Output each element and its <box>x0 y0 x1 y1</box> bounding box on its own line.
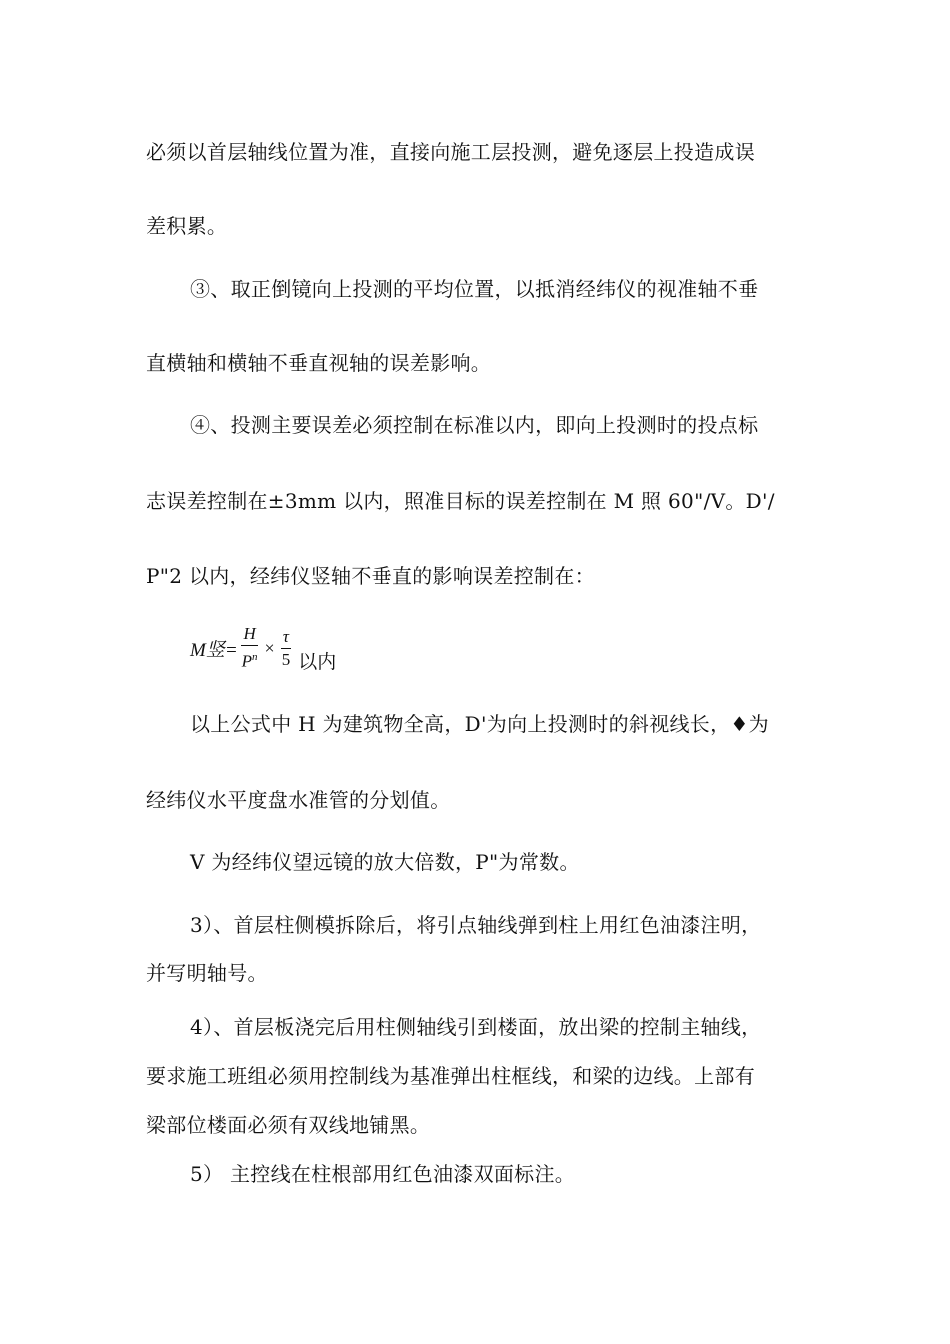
denominator-exponent: n <box>252 651 258 664</box>
paragraph-line: 志误差控制在±3mm 以内，照准目标的误差控制在 M 照 60"/V。D'/ <box>146 489 775 513</box>
fraction-numerator: τ <box>281 626 291 649</box>
fraction-denominator <box>240 646 260 673</box>
paragraph-line: P"2 以内，经纬仪竖轴不垂直的影响误差控制在： <box>146 564 595 588</box>
fraction-denominator: 5 <box>281 649 291 669</box>
fraction-numerator: H <box>241 623 257 646</box>
formula-suffix: 以内 <box>298 651 337 673</box>
paragraph-line: 差积累。 <box>146 214 228 238</box>
paragraph-line: 3）、首层柱侧模拆除后，将引点轴线弹到柱上用红色油漆注明， <box>190 913 762 937</box>
paragraph-line: 并写明轴号。 <box>146 961 268 985</box>
fraction-h-over-p <box>240 623 260 673</box>
denominator-base: P <box>241 651 253 671</box>
formula-lhs: M竖= <box>190 639 238 661</box>
paragraph-line: 必须以首层轴线位置为准，直接向施工层投测，避免逐层上投造成误 <box>146 140 755 164</box>
paragraph-line: 5） 主控线在柱根部用红色油漆双面标注。 <box>190 1162 576 1186</box>
paragraph-line: ④、投测主要误差必须控制在标准以内，即向上投测时的投点标 <box>190 413 759 437</box>
formula <box>190 620 336 676</box>
paragraph-line: ③、取正倒镜向上投测的平均位置，以抵消经纬仪的视准轴不垂 <box>190 277 759 301</box>
times-sign: × <box>264 637 275 658</box>
paragraph-line: 直横轴和横轴不垂直视轴的误差影响。 <box>146 351 492 375</box>
paragraph-line: V 为经纬仪望远镜的放大倍数，P"为常数。 <box>190 850 580 874</box>
fraction-tau-over-5 <box>280 626 293 671</box>
paragraph-line: 以上公式中 H 为建筑物全高，D'为向上投测时的斜视线长，♦为 <box>190 712 769 736</box>
paragraph-line: 经纬仪水平度盘水准管的分划值。 <box>146 788 451 812</box>
paragraph-line: 4）、首层板浇完后用柱侧轴线引到楼面，放出梁的控制主轴线， <box>190 1015 762 1039</box>
paragraph-line: 要求施工班组必须用控制线为基准弹出柱框线，和梁的边线。上部有 <box>146 1064 755 1088</box>
paragraph-line: 梁部位楼面必须有双线地铺黑。 <box>146 1113 431 1137</box>
